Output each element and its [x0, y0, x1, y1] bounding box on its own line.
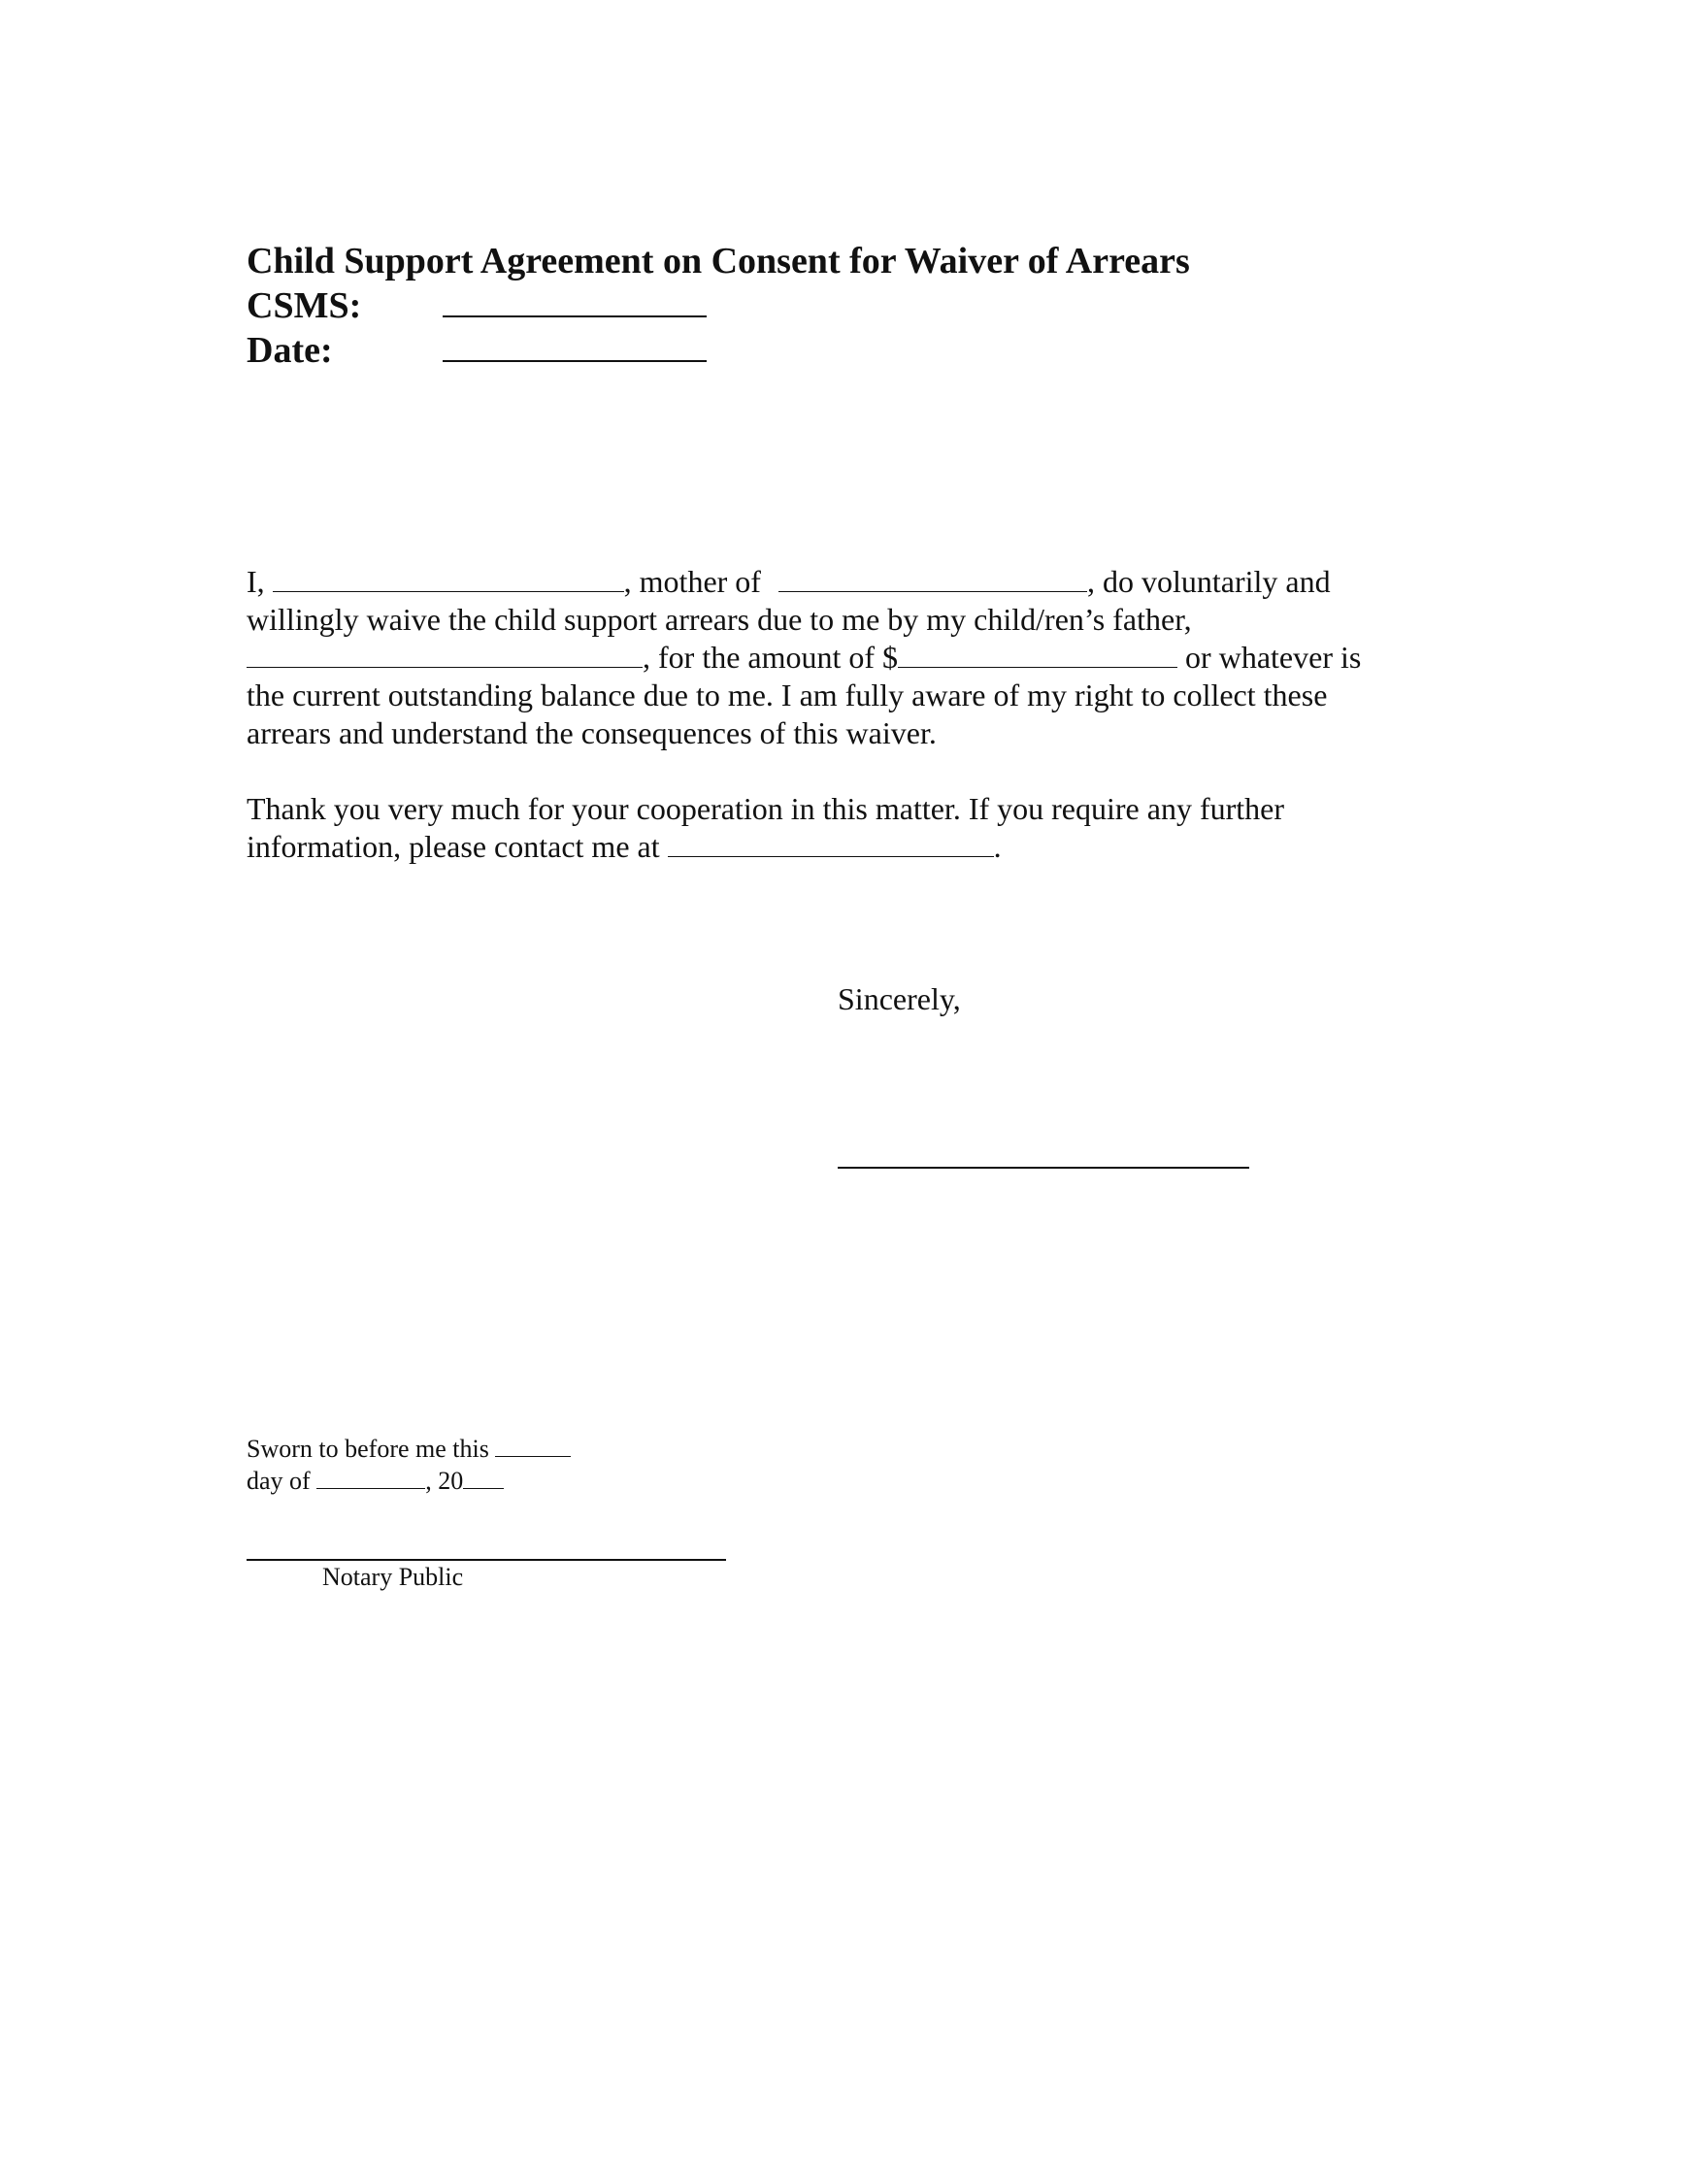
text-mother-of: , mother of — [623, 564, 761, 599]
paragraph-line: arrears and understand the consequences of this waiver. — [247, 715, 937, 750]
document-header — [247, 239, 1190, 373]
text-voluntarily: , do voluntarily and — [1086, 564, 1331, 599]
father-name-blank[interactable] — [247, 640, 643, 668]
text-contact-me: information, please contact me at — [247, 829, 660, 864]
paragraph-line: Thank you very much for your cooperation in this matter. If you require any further — [247, 791, 1284, 826]
notary-public-caption: Notary Public — [322, 1563, 464, 1591]
child-name-blank[interactable] — [778, 564, 1087, 592]
amount-blank[interactable] — [898, 640, 1177, 668]
notary-line-day — [247, 1465, 571, 1497]
notary-block — [247, 1433, 571, 1497]
contact-blank[interactable] — [668, 829, 994, 857]
mother-name-blank[interactable] — [273, 564, 624, 592]
signature-line[interactable] — [838, 1167, 1249, 1169]
text-year-prefix: , 20 — [425, 1467, 464, 1495]
paragraph-line: the current outstanding balance due to me. I am fully aware of my right to collect these — [247, 678, 1328, 712]
notary-signature-line[interactable] — [247, 1559, 726, 1561]
text-i: I, — [247, 564, 265, 599]
paragraph-line — [247, 828, 1460, 866]
date-label: Date: — [247, 330, 333, 371]
contact-paragraph — [247, 790, 1460, 866]
date-blank-field[interactable] — [443, 329, 707, 362]
paragraph-line — [247, 639, 1460, 677]
month-blank[interactable] — [316, 1467, 425, 1489]
day-number-blank[interactable] — [495, 1435, 571, 1457]
text-period: . — [993, 829, 1002, 864]
notary-line-sworn — [247, 1433, 571, 1465]
text-amount-of: , for the amount of $ — [643, 640, 899, 675]
paragraph-line — [247, 563, 1460, 601]
csms-row — [247, 283, 1190, 328]
text-whatever: or whatever is — [1177, 640, 1362, 675]
waiver-paragraph — [247, 563, 1460, 752]
csms-label: CSMS: — [247, 285, 362, 326]
document-title: Child Support Agreement on Consent for Waiver of Arrears — [247, 241, 1190, 281]
csms-blank-field[interactable] — [443, 284, 707, 317]
closing-sincerely: Sincerely, — [838, 981, 961, 1016]
text-day-of: day of — [247, 1467, 311, 1495]
date-row — [247, 328, 1190, 373]
year-blank[interactable] — [463, 1467, 504, 1489]
text-sworn: Sworn to before me this — [247, 1435, 489, 1463]
paragraph-line: willingly waive the child support arrears due to me by my child/ren’s father, — [247, 602, 1192, 637]
